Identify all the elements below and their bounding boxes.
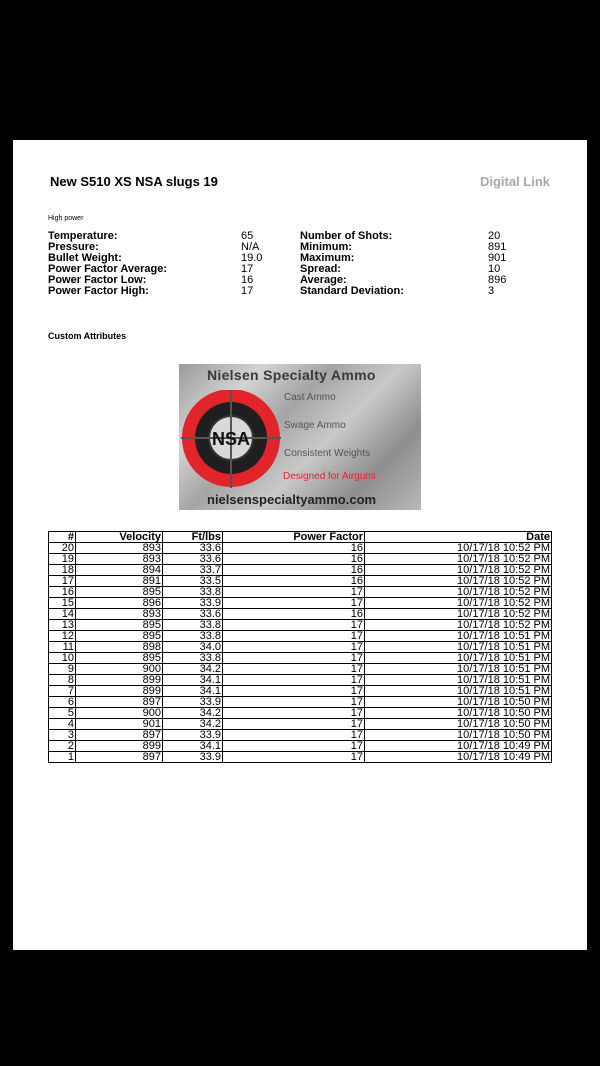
- power-factor-cell: 16: [223, 565, 365, 576]
- table-row: [49, 653, 552, 664]
- stat-label: Average:: [300, 274, 347, 286]
- ft-lbs-cell: 33.7: [163, 565, 223, 576]
- shot-number-cell: 12: [49, 631, 76, 642]
- date-cell: 10/17/18 10:52 PM: [365, 609, 552, 620]
- table-row: [49, 752, 552, 763]
- date-cell: 10/17/18 10:52 PM: [365, 565, 552, 576]
- logo-brand-name: Nielsen Specialty Ammo: [207, 367, 376, 383]
- stat-value: 16: [241, 274, 254, 286]
- ft-lbs-cell: 33.9: [163, 752, 223, 763]
- date-cell: 10/17/18 10:51 PM: [365, 631, 552, 642]
- velocity-cell: 900: [76, 664, 163, 675]
- ft-lbs-cell: 33.6: [163, 543, 223, 554]
- velocity-cell: 895: [76, 631, 163, 642]
- shot-number-cell: 11: [49, 642, 76, 653]
- shot-number-cell: 16: [49, 587, 76, 598]
- ft-lbs-cell: 34.1: [163, 675, 223, 686]
- stat-label: Pressure:: [48, 241, 99, 253]
- velocity-cell: 899: [76, 675, 163, 686]
- velocity-cell: 895: [76, 620, 163, 631]
- stat-value: 20: [488, 230, 501, 242]
- stat-value: N/A: [241, 241, 260, 253]
- table-row: [49, 675, 552, 686]
- logo-initials: NSA: [211, 429, 251, 449]
- shot-number-cell: 14: [49, 609, 76, 620]
- velocity-cell: 900: [76, 708, 163, 719]
- ft-lbs-cell: 33.9: [163, 730, 223, 741]
- page-title: New S510 XS NSA slugs 19: [50, 174, 218, 189]
- date-cell: 10/17/18 10:51 PM: [365, 653, 552, 664]
- shot-number-cell: 13: [49, 620, 76, 631]
- ft-lbs-cell: 33.8: [163, 631, 223, 642]
- logo-crosshair-icon: [179, 390, 283, 500]
- shot-number-cell: 1: [49, 752, 76, 763]
- date-cell: 10/17/18 10:51 PM: [365, 675, 552, 686]
- brand-label: Digital Link: [479, 174, 550, 189]
- shot-number-cell: 4: [49, 719, 76, 730]
- nsa-logo-image: [179, 364, 421, 510]
- velocity-cell: 893: [76, 543, 163, 554]
- power-factor-cell: 16: [223, 576, 365, 587]
- stat-value: 19.0: [241, 252, 263, 264]
- table-row: [49, 587, 552, 598]
- power-factor-cell: 17: [223, 719, 365, 730]
- velocity-cell: 897: [76, 752, 163, 763]
- shot-number-cell: 7: [49, 686, 76, 697]
- stat-value: 17: [241, 263, 254, 275]
- col-velocity-header: Velocity: [76, 532, 163, 543]
- power-factor-cell: 17: [223, 752, 365, 763]
- ft-lbs-cell: 33.8: [163, 620, 223, 631]
- table-row: [49, 741, 552, 752]
- velocity-cell: 894: [76, 565, 163, 576]
- logo-tagline: Designed for Airguns: [283, 471, 376, 482]
- stat-label: Temperature:: [48, 230, 118, 242]
- ft-lbs-cell: 34.2: [163, 664, 223, 675]
- velocity-cell: 895: [76, 653, 163, 664]
- table-row: [49, 719, 552, 730]
- date-cell: 10/17/18 10:50 PM: [365, 697, 552, 708]
- table-row: [49, 598, 552, 609]
- date-cell: 10/17/18 10:51 PM: [365, 664, 552, 675]
- power-factor-cell: 17: [223, 631, 365, 642]
- stat-value: 17: [241, 285, 254, 297]
- subtitle: High power: [48, 215, 84, 222]
- table-row: [49, 554, 552, 565]
- shot-number-cell: 9: [49, 664, 76, 675]
- ft-lbs-cell: 33.9: [163, 697, 223, 708]
- power-factor-cell: 17: [223, 708, 365, 719]
- power-factor-cell: 17: [223, 697, 365, 708]
- stat-label: Power Factor High:: [48, 285, 149, 297]
- velocity-cell: 897: [76, 730, 163, 741]
- table-row: [49, 730, 552, 741]
- col-number-header: #: [49, 532, 76, 543]
- date-cell: 10/17/18 10:52 PM: [365, 576, 552, 587]
- date-cell: 10/17/18 10:51 PM: [365, 642, 552, 653]
- stat-label: Power Factor Low:: [48, 274, 147, 286]
- velocity-cell: 895: [76, 587, 163, 598]
- stat-label: Power Factor Average:: [48, 263, 168, 275]
- power-factor-cell: 17: [223, 675, 365, 686]
- power-factor-cell: 17: [223, 653, 365, 664]
- table-row: [49, 697, 552, 708]
- shot-number-cell: 3: [49, 730, 76, 741]
- logo-line-weights: Consistent Weights: [284, 448, 370, 459]
- date-cell: 10/17/18 10:50 PM: [365, 719, 552, 730]
- power-factor-cell: 17: [223, 598, 365, 609]
- stat-label: Bullet Weight:: [48, 252, 122, 264]
- table-row: [49, 708, 552, 719]
- stat-value: 3: [488, 285, 495, 297]
- table-row: [49, 686, 552, 697]
- col-ftlbs-header: Ft/lbs: [163, 532, 223, 543]
- stat-value: 891: [488, 241, 507, 253]
- velocity-cell: 896: [76, 598, 163, 609]
- stat-label: Spread:: [300, 263, 341, 275]
- stat-value: 896: [488, 274, 507, 286]
- shot-number-cell: 10: [49, 653, 76, 664]
- date-cell: 10/17/18 10:52 PM: [365, 554, 552, 565]
- stat-value: 901: [488, 252, 507, 264]
- date-cell: 10/17/18 10:50 PM: [365, 730, 552, 741]
- ft-lbs-cell: 33.8: [163, 587, 223, 598]
- logo-line-swage: Swage Ammo: [284, 420, 346, 431]
- ft-lbs-cell: 34.2: [163, 708, 223, 719]
- power-factor-cell: 17: [223, 587, 365, 598]
- ft-lbs-cell: 33.6: [163, 609, 223, 620]
- ft-lbs-cell: 34.1: [163, 686, 223, 697]
- velocity-cell: 897: [76, 697, 163, 708]
- velocity-cell: 901: [76, 719, 163, 730]
- ft-lbs-cell: 34.2: [163, 719, 223, 730]
- power-factor-cell: 17: [223, 686, 365, 697]
- shot-number-cell: 18: [49, 565, 76, 576]
- table-row: [49, 664, 552, 675]
- velocity-cell: 893: [76, 609, 163, 620]
- shot-number-cell: 15: [49, 598, 76, 609]
- velocity-cell: 893: [76, 554, 163, 565]
- power-factor-cell: 16: [223, 543, 365, 554]
- table-row: [49, 609, 552, 620]
- date-cell: 10/17/18 10:49 PM: [365, 752, 552, 763]
- stats-row: [48, 286, 553, 297]
- velocity-cell: 899: [76, 686, 163, 697]
- logo-line-cast: Cast Ammo: [284, 392, 336, 403]
- shots-table: [48, 531, 552, 763]
- velocity-cell: 891: [76, 576, 163, 587]
- stat-label: Standard Deviation:: [300, 285, 404, 297]
- logo-url: nielsenspecialtyammo.com: [207, 492, 377, 507]
- date-cell: 10/17/18 10:51 PM: [365, 686, 552, 697]
- power-factor-cell: 17: [223, 741, 365, 752]
- ft-lbs-cell: 33.9: [163, 598, 223, 609]
- shot-number-cell: 5: [49, 708, 76, 719]
- stats-block: [48, 231, 553, 297]
- stat-value: 10: [488, 263, 501, 275]
- custom-attributes-heading: Custom Attributes: [48, 331, 127, 341]
- table-row: [49, 543, 552, 554]
- table-row: [49, 631, 552, 642]
- ft-lbs-cell: 34.1: [163, 741, 223, 752]
- date-cell: 10/17/18 10:52 PM: [365, 543, 552, 554]
- date-cell: 10/17/18 10:49 PM: [365, 741, 552, 752]
- date-cell: 10/17/18 10:52 PM: [365, 587, 552, 598]
- power-factor-cell: 16: [223, 554, 365, 565]
- stat-label: Number of Shots:: [300, 230, 393, 242]
- stat-value: 65: [241, 230, 254, 242]
- stat-label: Maximum:: [300, 252, 355, 264]
- velocity-cell: 899: [76, 741, 163, 752]
- shot-number-cell: 17: [49, 576, 76, 587]
- shot-number-cell: 8: [49, 675, 76, 686]
- ft-lbs-cell: 34.0: [163, 642, 223, 653]
- power-factor-cell: 17: [223, 664, 365, 675]
- shot-number-cell: 19: [49, 554, 76, 565]
- table-row: [49, 642, 552, 653]
- report-page: [13, 140, 587, 950]
- ft-lbs-cell: 33.8: [163, 653, 223, 664]
- ft-lbs-cell: 33.5: [163, 576, 223, 587]
- power-factor-cell: 17: [223, 730, 365, 741]
- power-factor-cell: 17: [223, 642, 365, 653]
- date-cell: 10/17/18 10:50 PM: [365, 708, 552, 719]
- table-row: [49, 620, 552, 631]
- table-header-row: [49, 532, 552, 543]
- table-row: [49, 565, 552, 576]
- power-factor-cell: 17: [223, 620, 365, 631]
- table-row: [49, 576, 552, 587]
- col-power-factor-header: Power Factor: [223, 532, 365, 543]
- shot-number-cell: 2: [49, 741, 76, 752]
- date-cell: 10/17/18 10:52 PM: [365, 598, 552, 609]
- ft-lbs-cell: 33.6: [163, 554, 223, 565]
- power-factor-cell: 16: [223, 609, 365, 620]
- stat-label: Minimum:: [300, 241, 352, 253]
- velocity-cell: 898: [76, 642, 163, 653]
- shot-number-cell: 6: [49, 697, 76, 708]
- date-cell: 10/17/18 10:52 PM: [365, 620, 552, 631]
- col-date-header: Date: [365, 532, 552, 543]
- shot-number-cell: 20: [49, 543, 76, 554]
